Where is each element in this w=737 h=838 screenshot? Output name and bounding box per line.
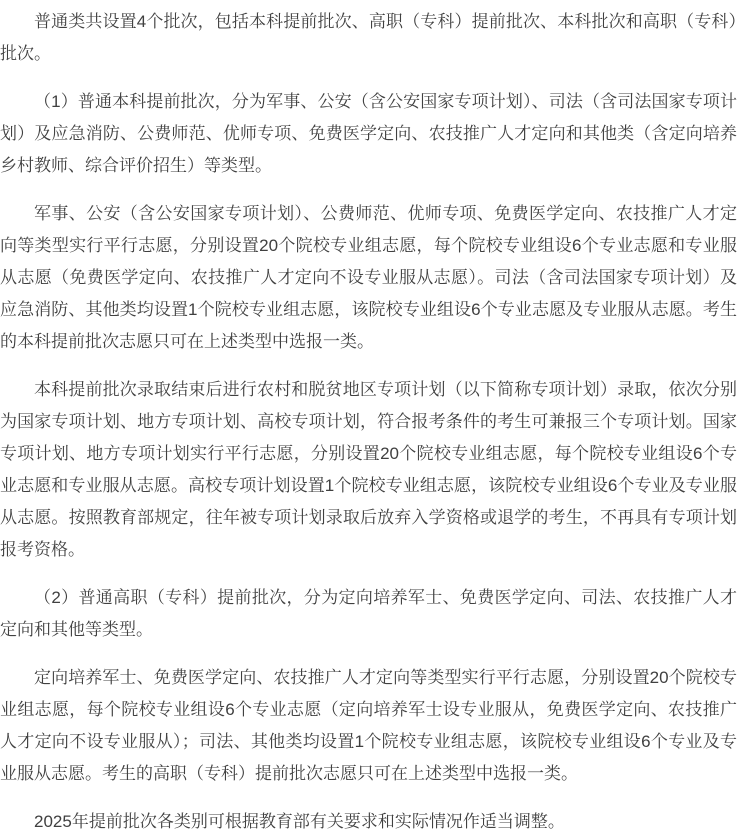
paragraph-special-plans: 本科提前批次录取结束后进行农村和脱贫地区专项计划（以下简称专项计划）录取，依次分别为国家专项计划、地方专项计划、高校专项计划，符合报考条件的考生可兼报三个专项计划。国家专项计划、地方专项计划实行平行志愿，分别设置20个院校专业组志愿，每个院校专业组设6个专业志愿和专业服从志愿。高校专项计划设置1个院校专业组志愿，该院校专业组设6个专业及专业服从志愿。按照教育部规定，往年被专项计划录取后放弃入学资格或退学的考生，不再具有专项计划报考资格。 <box>0 380 737 559</box>
paragraph-item2-vocational-advance-batch: （2）普通高职（专科）提前批次，分为定向培养军士、免费医学定向、司法、农技推广人才定向和其他等类型。 <box>0 588 737 639</box>
paragraph-item2-volunteer-settings: 定向培养军士、免费医学定向、农技推广人才定向等类型实行平行志愿，分别设置20个院校专业组志愿，每个院校专业组设6个专业志愿（定向培养军士设专业服从，免费医学定向、农技推广人才定向不设专业服从）；司法、其他类均设置1个院校专业组志愿，该院校专业组设6个专业及专业服从志愿。考生的高职（专科）提前批次志愿只可在上述类型中选报一类。 <box>0 668 737 783</box>
paragraph-2025-adjustment-note: 2025年提前批次各类别可根据教育部有关要求和实际情况作适当调整。 <box>34 812 565 831</box>
paragraph-batches-overview: 普通类共设置4个批次，包括本科提前批次、高职（专科）提前批次、本科批次和高职（专科）批次。 <box>0 12 737 63</box>
paragraph-item1-undergrad-advance-batch: （1）普通本科提前批次，分为军事、公安（含公安国家专项计划）、司法（含司法国家专项计划）及应急消防、公费师范、优师专项、免费医学定向、农技推广人才定向和其他类（含定向培养乡村教师、综合评价招生）等类型。 <box>0 92 737 175</box>
paragraph-item1-volunteer-settings: 军事、公安（含公安国家专项计划）、公费师范、优师专项、免费医学定向、农技推广人才定向等类型实行平行志愿，分别设置20个院校专业组志愿，每个院校专业组设6个专业志愿和专业服从志愿（免费医学定向、农技推广人才定向不设专业服从志愿）。司法（含司法国家专项计划）及应急消防、其他类均设置1个院校专业组志愿，该院校专业组设6个专业志愿及专业服从志愿。考生的本科提前批次志愿只可在上述类型中选报一类。 <box>0 204 737 351</box>
